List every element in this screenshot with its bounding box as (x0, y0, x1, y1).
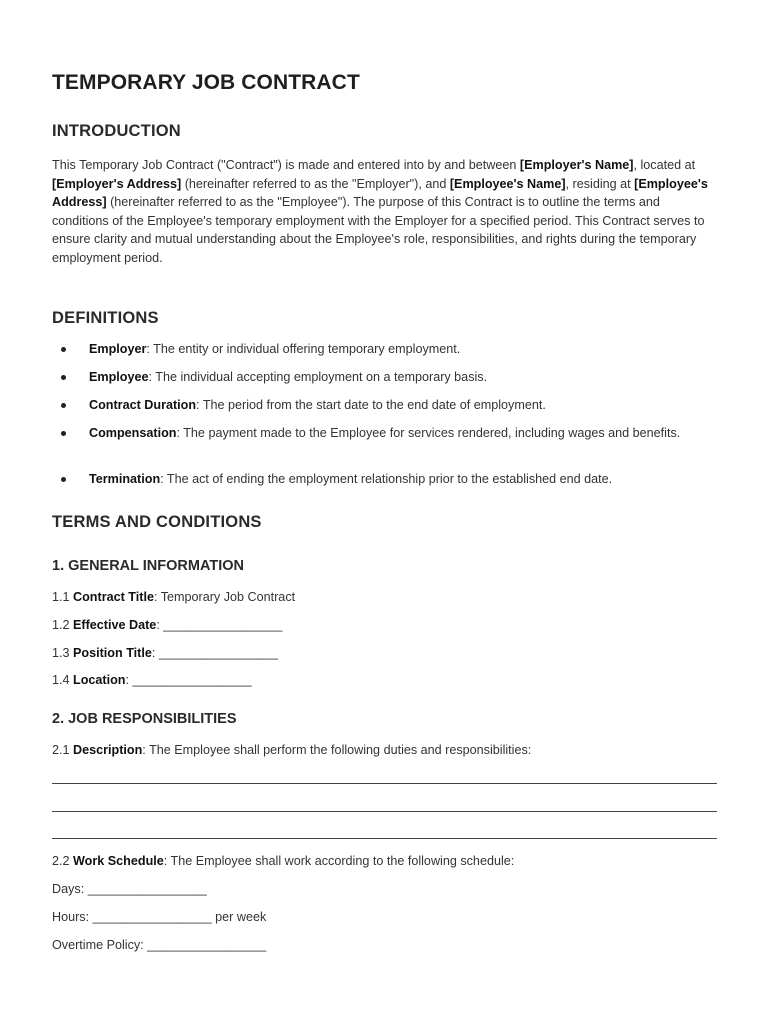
job-responsibilities-heading: 2. JOB RESPONSIBILITIES (52, 711, 237, 727)
location-line: 1.4 Location: _________________ (52, 673, 252, 687)
introduction-heading: INTRODUCTION (52, 122, 181, 140)
bullet-icon (61, 477, 66, 482)
employer-address-placeholder: [Employer's Address] (52, 176, 182, 191)
blank-line (52, 811, 717, 812)
work-schedule-line: 2.2 Work Schedule: The Employee shall work according to the following schedule: (52, 854, 515, 868)
definitions-heading: DEFINITIONS (52, 309, 159, 327)
blank-line (52, 838, 717, 839)
position-title-line: 1.3 Position Title: _________________ (52, 646, 278, 660)
blank-line (52, 783, 717, 784)
document-title: TEMPORARY JOB CONTRACT (52, 71, 360, 94)
introduction-paragraph: This Temporary Job Contract ("Contract") is made and entered into by and between [Employer's Name], located at [Employer's Address] (hereinafter referred to as the "Employer"), and [Employee's Name], residing at [Employee's Address] (hereinafter referred to as the "Employee"). The purpose of this Contract is to outline the terms and conditions of the Employee's temporary employment with the Employer for a specified period. This Contract serves to ensure clarity and mutual understanding about the Employee's role, responsibilities, and rights during the temporary employment period. (52, 158, 708, 265)
terms-heading: TERMS AND CONDITIONS (52, 513, 262, 531)
effective-date-line: 1.2 Effective Date: _________________ (52, 618, 283, 632)
employer-name-placeholder: [Employer's Name] (519, 158, 634, 172)
description-line: 2.1 Description: The Employee shall perform the following duties and responsibilities: (52, 743, 532, 757)
bullet-icon (61, 347, 66, 352)
document-page: TEMPORARY JOB CONTRACT INTRODUCTION This Temporary Job Contract ("Contract") is made and entered into by and between [Employer's Name], located at [Employer's Address] (hereinafter referred to as the "Employer"), and [Employee's Name], residing at [Employee's Address] (hereinafter referred to as the "Employee"). The purpose of this Contract is to outline the terms and conditions of the Employee's temporary employment with the Employer for a specified period. This Contract serves to ensure clarity and mutual understanding about the Employee's role, responsibilities, and rights during the temporary employment period. DEFINITIONS Employer: The entity or individual offering temporary employment. Employee: The individual accepting employment on a temporary basis. Contract Duration: The period from the start date to the end date of employment. Compensation: The payment made to the Employee for services rendered, including wages and benefits. Termination: The act of ending the employment relationship prior to the established end date. TERMS AND CONDITIONS 1. GENERAL INFORMATION 1.1 Contract Title: Temporary Job Contract 1.2 Effective Date: _________________ 1.3 Position Title: _________________ 1.4 Location: _________________ 2. JOB RESPONSIBILITIES 2.1 Description: The Employee shall perform the following duties and responsibilities: 2.2 Work Schedule: The Employee shall work according to the following schedule: Days: _________________ Hours: _________________ per week Overtime Policy: _________________ (0, 0, 770, 1024)
employee-name-placeholder: [Employee's Name] (449, 176, 566, 191)
hours-line: Hours: _________________ per week (52, 910, 267, 924)
days-line: Days: _________________ (52, 882, 207, 896)
contract-title-line: 1.1 Contract Title: Temporary Job Contract (52, 590, 296, 604)
bullet-icon (61, 375, 66, 380)
employee-address-placeholder: [Employee's Address] (52, 176, 708, 210)
overtime-policy-line: Overtime Policy: _________________ (52, 938, 267, 952)
general-information-heading: 1. GENERAL INFORMATION (52, 558, 244, 574)
bullet-icon (61, 431, 66, 436)
bullet-icon (61, 403, 66, 408)
